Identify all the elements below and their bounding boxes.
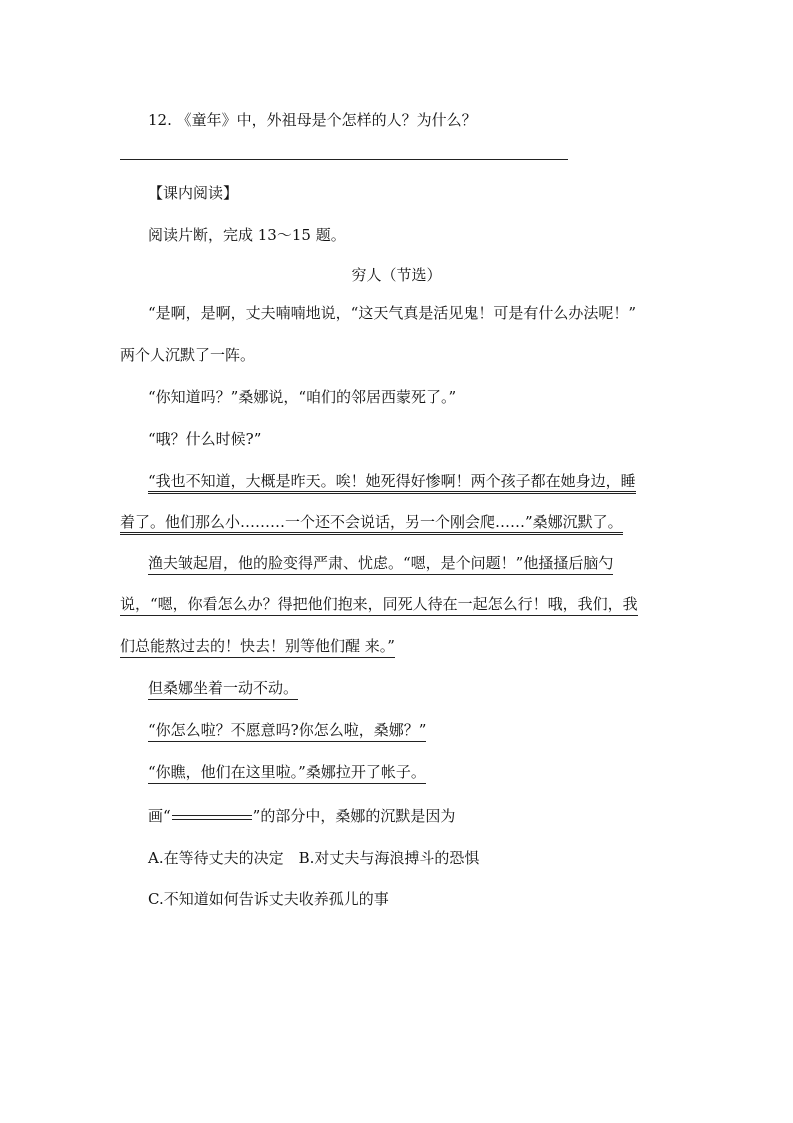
question-prefix: 画“ (148, 807, 171, 825)
paragraph-5-line-2 (120, 512, 623, 532)
paragraph-7 (148, 678, 298, 698)
question-suffix: ”的部分中，桑娜的沉默是因为 (252, 807, 456, 825)
option-c: C.不知道如何告诉丈夫收养孤儿的事 (148, 890, 389, 908)
double-underlined-text: “我也不知道，大概是昨天。唉！她死得好惨啊！两个孩子都在她身边，睡 (148, 472, 636, 494)
double-underline-mark (172, 815, 252, 820)
passage-title: 穷人（节选） (351, 266, 442, 284)
paragraph-9 (148, 762, 426, 782)
answer-blank-line (120, 159, 568, 160)
paragraph-2: 两个人沉默了一阵。 (120, 346, 256, 364)
underlined-text: 们总能熬过去的！快去！别等他们醒 来。” (120, 637, 395, 658)
instruction: 阅读片断，完成 13～15 题。 (148, 226, 346, 244)
underlined-text: 渔夫皱起眉，他的脸变得严肃、忧虑。“嗯，是个问题！”他搔搔后脑勺 (148, 554, 613, 575)
underlined-text: 说，“嗯，你看怎么办？得把他们抱来，同死人待在一起怎么行！哦，我们，我 (120, 595, 638, 616)
underlined-text: 但桑娜坐着一动不动。 (148, 679, 298, 700)
question-stem (148, 806, 455, 826)
paragraph-4: “哦？什么时候?” (148, 430, 262, 448)
underlined-text: “你怎么啦？不愿意吗?你怎么啦，桑娜？” (148, 721, 426, 742)
underlined-text: “你瞧，他们在这里啦。”桑娜拉开了帐子。 (148, 763, 426, 784)
paragraph-6-line-3 (120, 636, 395, 656)
options-a-b: A.在等待丈夫的决定 B.对丈夫与海浪搏斗的恐惧 (148, 849, 480, 867)
section-heading: 【课内阅读】 (148, 184, 239, 202)
paragraph-5-line-1 (148, 471, 636, 491)
double-underlined-text: 着了。他们那么小………一个还不会说话，另一个刚会爬……”桑娜沉默了。 (120, 513, 623, 535)
paragraph-8 (148, 720, 426, 740)
paragraph-6-line-1 (148, 553, 613, 573)
paragraph-6-line-2 (120, 594, 638, 614)
question-12: 12. 《童年》中，外祖母是个怎样的人？为什么？ (148, 111, 477, 129)
paragraph-1: “是啊，是啊，丈夫喃喃地说，“这天气真是活见鬼！可是有什么办法呢！” (148, 304, 637, 322)
paragraph-3: “你知道吗？”桑娜说，“咱们的邻居西蒙死了。” (148, 388, 457, 406)
